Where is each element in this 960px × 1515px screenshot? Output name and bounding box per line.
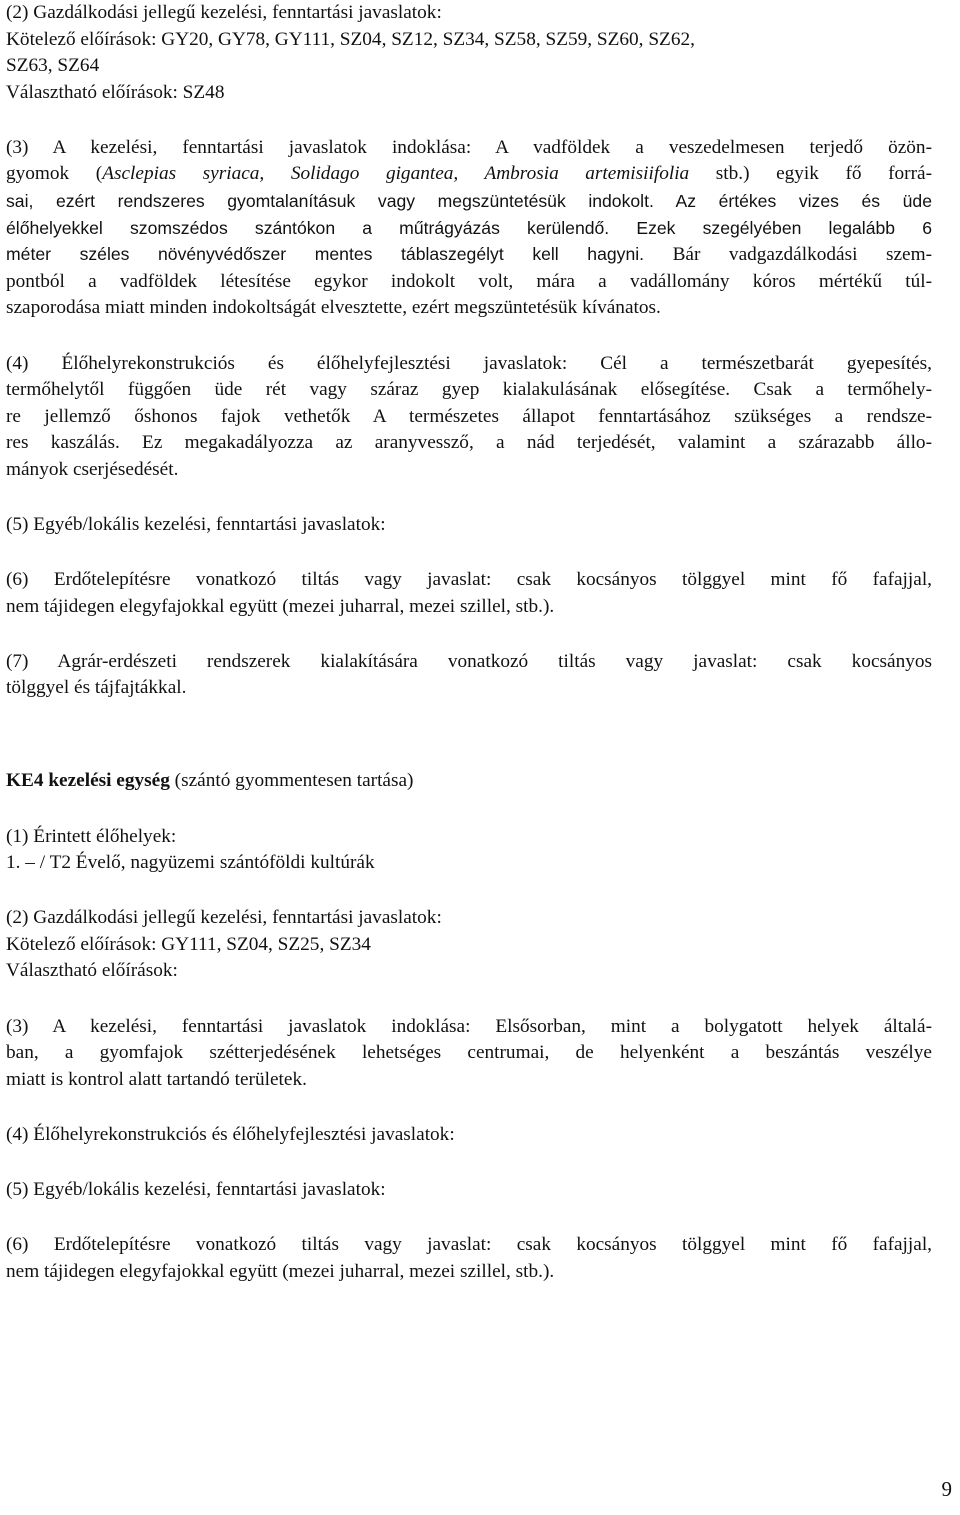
paragraph-line: mányok cserjésedését. [6, 458, 179, 480]
paragraph-line: (4) Élőhelyrekonstrukciós és élőhelyfejlesztési javaslatok: Cél a természetbarát gyepesítés, [6, 352, 932, 374]
paragraph-line: (7) Agrár-erdészeti rendszerek kialakítására vonatkozó tiltás vagy javaslat: csak kocsányos [6, 650, 932, 672]
habitat-development-section [6, 351, 932, 484]
management-proposals-section [6, 0, 932, 106]
mandatory-rules: Kötelező előírások: GY20, GY78, GY111, SZ04, SZ12, SZ34, SZ58, SZ59, SZ60, SZ62, [6, 28, 695, 50]
paragraph-line: miatt is kontrol alatt tartandó területek. [6, 1068, 307, 1090]
document-page [6, 0, 932, 1314]
paragraph-line: termőhelytől függően üde rét vagy száraz gyep kialakulásának elősegítése. Csak a termőhely- [6, 379, 932, 401]
paragraph-line: gyomok (Asclepias syriaca, Solidago gigantea, Ambrosia artemisiifolia stb.) egyik fő forrá- [6, 163, 932, 185]
paragraph-line: élőhelyekkel szomszédos szántókon a műtrágyázás kerülendő. Ezek szegélyében legalább 6 [6, 217, 932, 238]
section-title: (2) Gazdálkodási jellegű kezelési, fenntartási javaslatok: [6, 2, 442, 23]
ke4-management-section [6, 905, 932, 985]
section-title: (2) Gazdálkodási jellegű kezelési, fenntartási javaslatok: [6, 907, 442, 929]
mandatory-rules: Kötelező előírások: GY111, SZ04, SZ25, SZ34 [6, 933, 371, 955]
afforestation-section [6, 567, 932, 620]
paragraph-line: méter széles növényvédőszer mentes táblaszegélyt kell hagyni. Bár vadgazdálkodási szem- [6, 244, 932, 266]
section-title: (5) Egyéb/lokális kezelési, fenntartási javaslatok: [6, 1178, 386, 1200]
section-title: (1) Érintett élőhelyek: [6, 825, 177, 847]
paragraph-line: (3) A kezelési, fenntartási javaslatok indoklása: Elsősorban, mint a bolygatott helyek általá- [6, 1015, 932, 1037]
species-names: Asclepias syriaca, Solidago gigantea, Ambrosia artemisiifolia [102, 163, 690, 185]
ke4-justification-section [6, 1014, 932, 1094]
unit-heading-bold: KE4 kezelési egység [6, 770, 170, 792]
unit-heading: KE4 kezelési egység (szántó gyommentesen tartása) [6, 770, 414, 792]
paragraph-line: szaporodása miatt minden indokoltságát elvesztette, ezért megszüntetésük kívánatos. [6, 297, 661, 319]
paragraph-line: res kaszálás. Ez megakadályozza az aranyvessző, a nád terjedését, valamint a szárazabb állo- [6, 432, 932, 454]
ke4-afforestation-section [6, 1232, 932, 1285]
paragraph-line: sai, ezért rendszeres gyomtalanításuk vagy megszüntetésük indokolt. Az értékes vizes és üde [6, 191, 932, 212]
paragraph-line: pontból a vadföldek létesítése egykor indokolt volt, mára a vadállomány kóros mértékű túl- [6, 270, 932, 292]
section-title: (4) Élőhelyrekonstrukciós és élőhelyfejlesztési javaslatok: [6, 1123, 455, 1145]
ke4-habitats-section [6, 824, 932, 877]
paragraph-line: re jellemző őshonos fajok vethetők A természetes állapot fenntartásához szükséges a rendsze- [6, 405, 932, 427]
local-proposals-section [6, 512, 932, 539]
paragraph-line: (6) Erdőtelepítésre vonatkozó tiltás vagy javaslat: csak kocsányos tölggyel mint fő fafajjal, [6, 1234, 932, 1255]
spacer [6, 730, 932, 768]
habitat-item: 1. – / T2 Évelő, nagyüzemi szántóföldi kultúrák [6, 852, 375, 874]
paragraph-line: tölggyel és tájfajtákkal. [6, 677, 187, 699]
mandatory-rules-cont: SZ63, SZ64 [6, 55, 100, 77]
section-title: (5) Egyéb/lokális kezelési, fenntartási javaslatok: [6, 514, 386, 535]
ke4-habitat-development-section [6, 1122, 932, 1149]
ke4-local-section [6, 1177, 932, 1204]
page-number: 9 [941, 1477, 952, 1501]
paragraph-line: ban, a gyomfajok szétterjedésének lehetséges centrumai, de helyenként a beszántás veszélye [6, 1042, 932, 1064]
paragraph-line: (6) Erdőtelepítésre vonatkozó tiltás vagy javaslat: csak kocsányos tölggyel mint fő fafajjal, [6, 569, 932, 591]
paragraph-line: nem tájidegen elegyfajokkal együtt (mezei juharral, mezei szillel, stb.). [6, 595, 555, 617]
optional-rules: Választható előírások: SZ48 [6, 81, 225, 103]
agroforestry-section [6, 649, 932, 702]
justification-section [6, 135, 932, 322]
optional-rules: Választható előírások: [6, 960, 178, 982]
paragraph-line: (3) A kezelési, fenntartási javaslatok indoklása: A vadföldek a veszedelmesen terjedő özön- [6, 136, 932, 158]
paragraph-line: nem tájidegen elegyfajokkal együtt (mezei juharral, mezei szillel, stb.). [6, 1260, 555, 1282]
ke4-heading-section [6, 768, 932, 795]
